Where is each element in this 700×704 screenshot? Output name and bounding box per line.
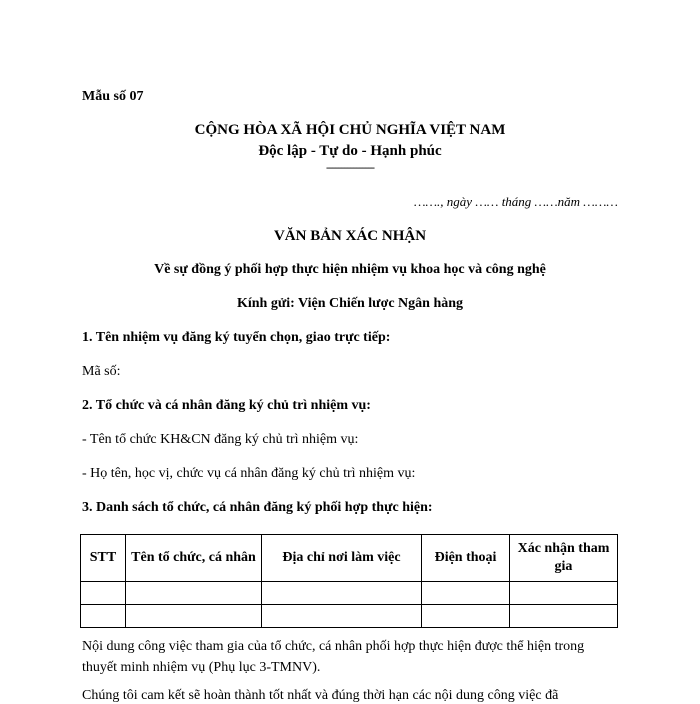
header-separator: ---------------- [326,160,374,174]
table-cell [81,605,126,628]
participation-content-paragraph: Nội dung công việc tham gia của tổ chức, cá nhân phối hợp thực hiện được thể hiện trong thuyết minh nhiệm vụ (Phụ lục 3-TMNV). [82,639,585,675]
column-header-confirmation: Xác nhận tham gia [510,535,618,582]
table-cell [81,582,126,605]
table-cell [126,605,262,628]
republic-heading: CỘNG HÒA XÃ HỘI CHỦ NGHĨA VIỆT NAM [194,122,506,138]
column-header-name: Tên tổ chức, cá nhân [126,535,262,582]
host-person-line: - Họ tên, học vị, chức vụ cá nhân đăng ký chủ trì nhiệm vụ: [82,466,416,481]
table-row [81,582,618,605]
code-label: Mã số: [82,364,121,379]
table-cell [422,605,510,628]
document-title: VĂN BẢN XÁC NHẬN [273,228,427,244]
section-2-heading: 2. Tổ chức và cá nhân đăng ký chủ trì nhiệm vụ: [82,398,371,413]
column-header-stt: STT [81,535,126,582]
column-header-phone: Điện thoại [422,535,510,582]
table-row [81,605,618,628]
section-1-heading: 1. Tên nhiệm vụ đăng ký tuyển chọn, giao trực tiếp: [82,330,391,345]
section-3-heading: 3. Danh sách tổ chức, cá nhân đăng ký phối hợp thực hiện: [82,500,433,515]
form-number: Mẫu số 07 [82,89,144,104]
commitment-paragraph: Chúng tôi cam kết sẽ hoàn thành tốt nhất và đúng thời hạn các nội dung công việc đã [82,688,559,703]
recipient-greeting: Kính gửi: Viện Chiến lược Ngân hàng [236,296,464,311]
table-header-row [81,535,618,582]
table-cell [510,582,618,605]
participant-table [80,534,618,628]
document-subject: Về sự đồng ý phối hợp thực hiện nhiệm vụ khoa học và công nghệ [154,262,546,277]
table-cell [262,582,422,605]
column-header-address: Địa chỉ nơi làm việc [262,535,422,582]
table-cell [510,605,618,628]
national-motto: Độc lập - Tự do - Hạnh phúc [258,143,442,159]
table-cell [126,582,262,605]
host-organization-line: - Tên tổ chức KH&CN đăng ký chủ trì nhiệm vụ: [82,432,359,447]
table-cell [262,605,422,628]
table-cell [422,582,510,605]
date-line: ……., ngày …… tháng ……năm ……… [413,194,618,209]
